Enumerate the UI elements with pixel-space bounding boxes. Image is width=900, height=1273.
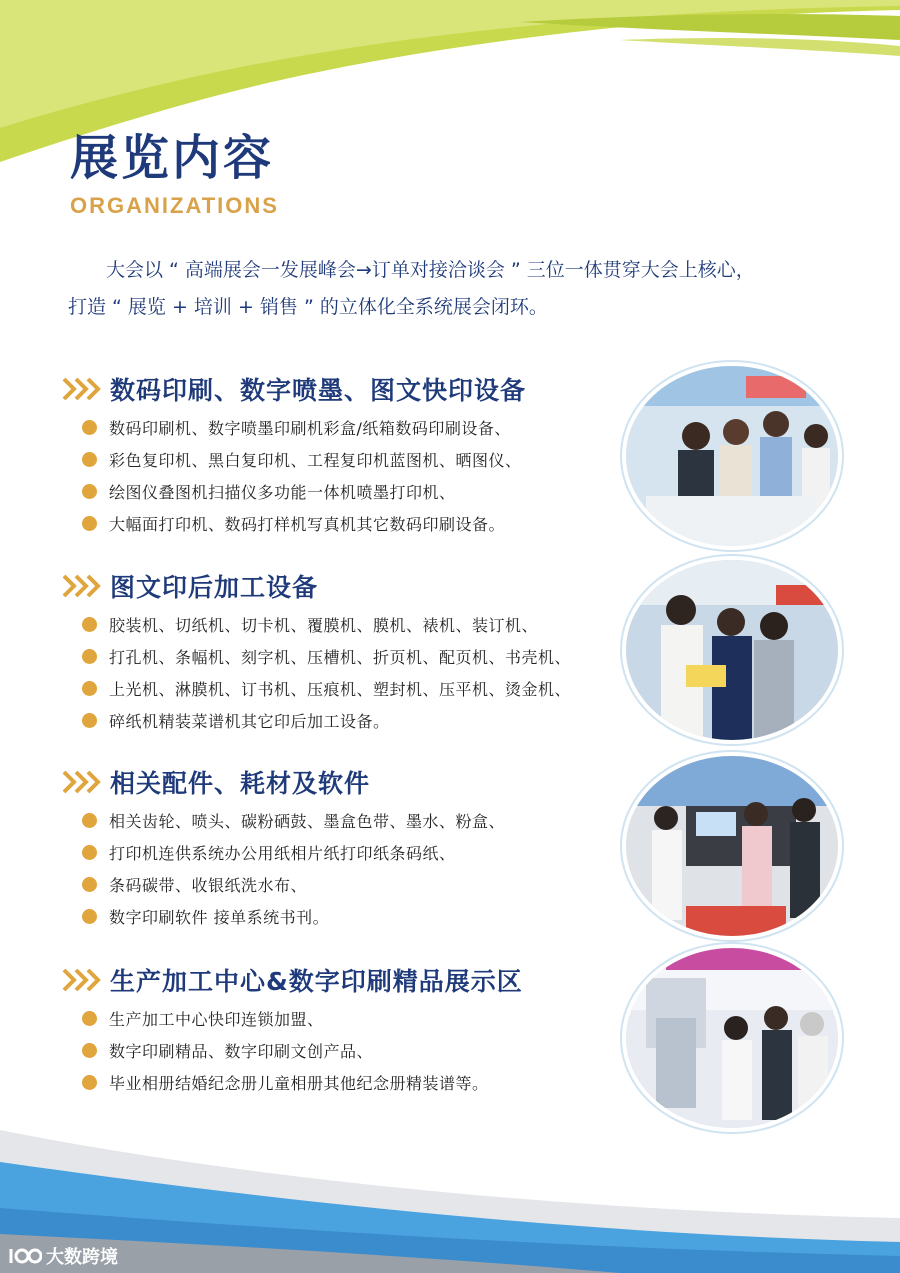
- bullet-icon: [82, 649, 97, 664]
- list-item: [62, 411, 526, 443]
- item-text: 相关齿轮、喷头、碳粉硒鼓、墨盒色带、墨水、粉盒、: [109, 811, 506, 831]
- list-item: [62, 704, 571, 736]
- bullet-icon: [82, 813, 97, 828]
- list-item: [62, 1034, 523, 1066]
- section-title: 数码印刷、数字喷墨、图文快印设备: [110, 376, 527, 405]
- exhibition-photo-2: [626, 560, 838, 740]
- section-title: 图文印后加工设备: [110, 573, 319, 602]
- bullet-icon: [82, 452, 97, 467]
- exhibition-photo-4: [626, 948, 838, 1128]
- page-subtitle: ORGANIZATIONS: [70, 193, 279, 218]
- bullet-icon: [82, 516, 97, 531]
- chevron-arrows-icon: [62, 770, 106, 794]
- bullet-icon: [82, 617, 97, 632]
- list-item: [62, 1066, 523, 1098]
- item-text: 打印机连供系统办公用纸相片纸打印纸条码纸、: [109, 843, 456, 863]
- item-text: 毕业相册结婚纪念册儿童相册其他纪念册精装谱等。: [109, 1073, 489, 1093]
- chevron-arrows-icon: [62, 574, 106, 598]
- section-title: 生产加工中心&数字印刷精品展示区: [110, 967, 523, 996]
- exhibition-photo-1: [626, 366, 838, 546]
- item-text: 数码印刷机、数字喷墨印刷机彩盒/纸箱数码印刷设备、: [109, 418, 511, 438]
- logo-mark-icon: [8, 1245, 42, 1267]
- section-digital-printing: [62, 371, 526, 539]
- item-text: 碎纸机精装菜谱机其它印后加工设备。: [109, 711, 390, 731]
- list-item: [62, 475, 526, 507]
- list-item: [62, 868, 505, 900]
- intro-paragraph: [68, 252, 868, 326]
- item-text: 数字印刷软件 接单系统书刊。: [109, 907, 330, 927]
- exhibition-photo-3: [626, 756, 838, 936]
- bullet-icon: [82, 1043, 97, 1058]
- intro-line-2: 打造 “ 展览 + 培训 + 销售 ” 的立体化全系统展会闭环。: [68, 296, 548, 318]
- bullet-icon: [82, 420, 97, 435]
- list-item: [62, 1002, 523, 1034]
- bullet-icon: [82, 909, 97, 924]
- bullet-icon: [82, 681, 97, 696]
- item-text: 生产加工中心快印连锁加盟、: [109, 1009, 324, 1029]
- item-text: 数字印刷精品、数字印刷文创产品、: [109, 1041, 374, 1061]
- list-item: [62, 836, 505, 868]
- list-item: [62, 443, 526, 475]
- section-production-center: [62, 962, 523, 1098]
- watermark-logo: [8, 1243, 118, 1269]
- page-title: 展览内容: [70, 130, 275, 186]
- section-consumables: [62, 764, 505, 932]
- item-text: 绘图仪叠图机扫描仪多功能一体机喷墨打印机、: [109, 482, 456, 502]
- bullet-icon: [82, 1075, 97, 1090]
- list-item: [62, 608, 571, 640]
- section-post-press: [62, 568, 571, 736]
- bottom-wave-decoration: [0, 1110, 900, 1273]
- bullet-icon: [82, 1011, 97, 1026]
- chevron-arrows-icon: [62, 377, 106, 401]
- list-item: [62, 804, 505, 836]
- list-item: [62, 507, 526, 539]
- logo-text: 大数跨境: [46, 1247, 118, 1268]
- bullet-icon: [82, 845, 97, 860]
- item-text: 彩色复印机、黑白复印机、工程复印机蓝图机、晒图仪、: [109, 450, 522, 470]
- list-item: [62, 672, 571, 704]
- bullet-icon: [82, 484, 97, 499]
- item-text: 胶装机、切纸机、切卡机、覆膜机、膜机、裱机、装订机、: [109, 615, 539, 635]
- item-text: 大幅面打印机、数码打样机写真机其它数码印刷设备。: [109, 514, 506, 534]
- item-text: 打孔机、条幅机、刻字机、压槽机、折页机、配页机、书壳机、: [109, 647, 572, 667]
- intro-line-1: 大会以 “ 高端展会一发展峰会→订单对接洽谈会 ” 三位一体贯穿大会上核心，: [106, 259, 755, 281]
- section-title: 相关配件、耗材及软件: [110, 769, 371, 798]
- list-item: [62, 640, 571, 672]
- bullet-icon: [82, 877, 97, 892]
- bullet-icon: [82, 713, 97, 728]
- item-text: 上光机、淋膜机、订书机、压痕机、塑封机、压平机、烫金机、: [109, 679, 572, 699]
- chevron-arrows-icon: [62, 968, 106, 992]
- list-item: [62, 900, 505, 932]
- item-text: 条码碳带、收银纸洗水布、: [109, 875, 308, 895]
